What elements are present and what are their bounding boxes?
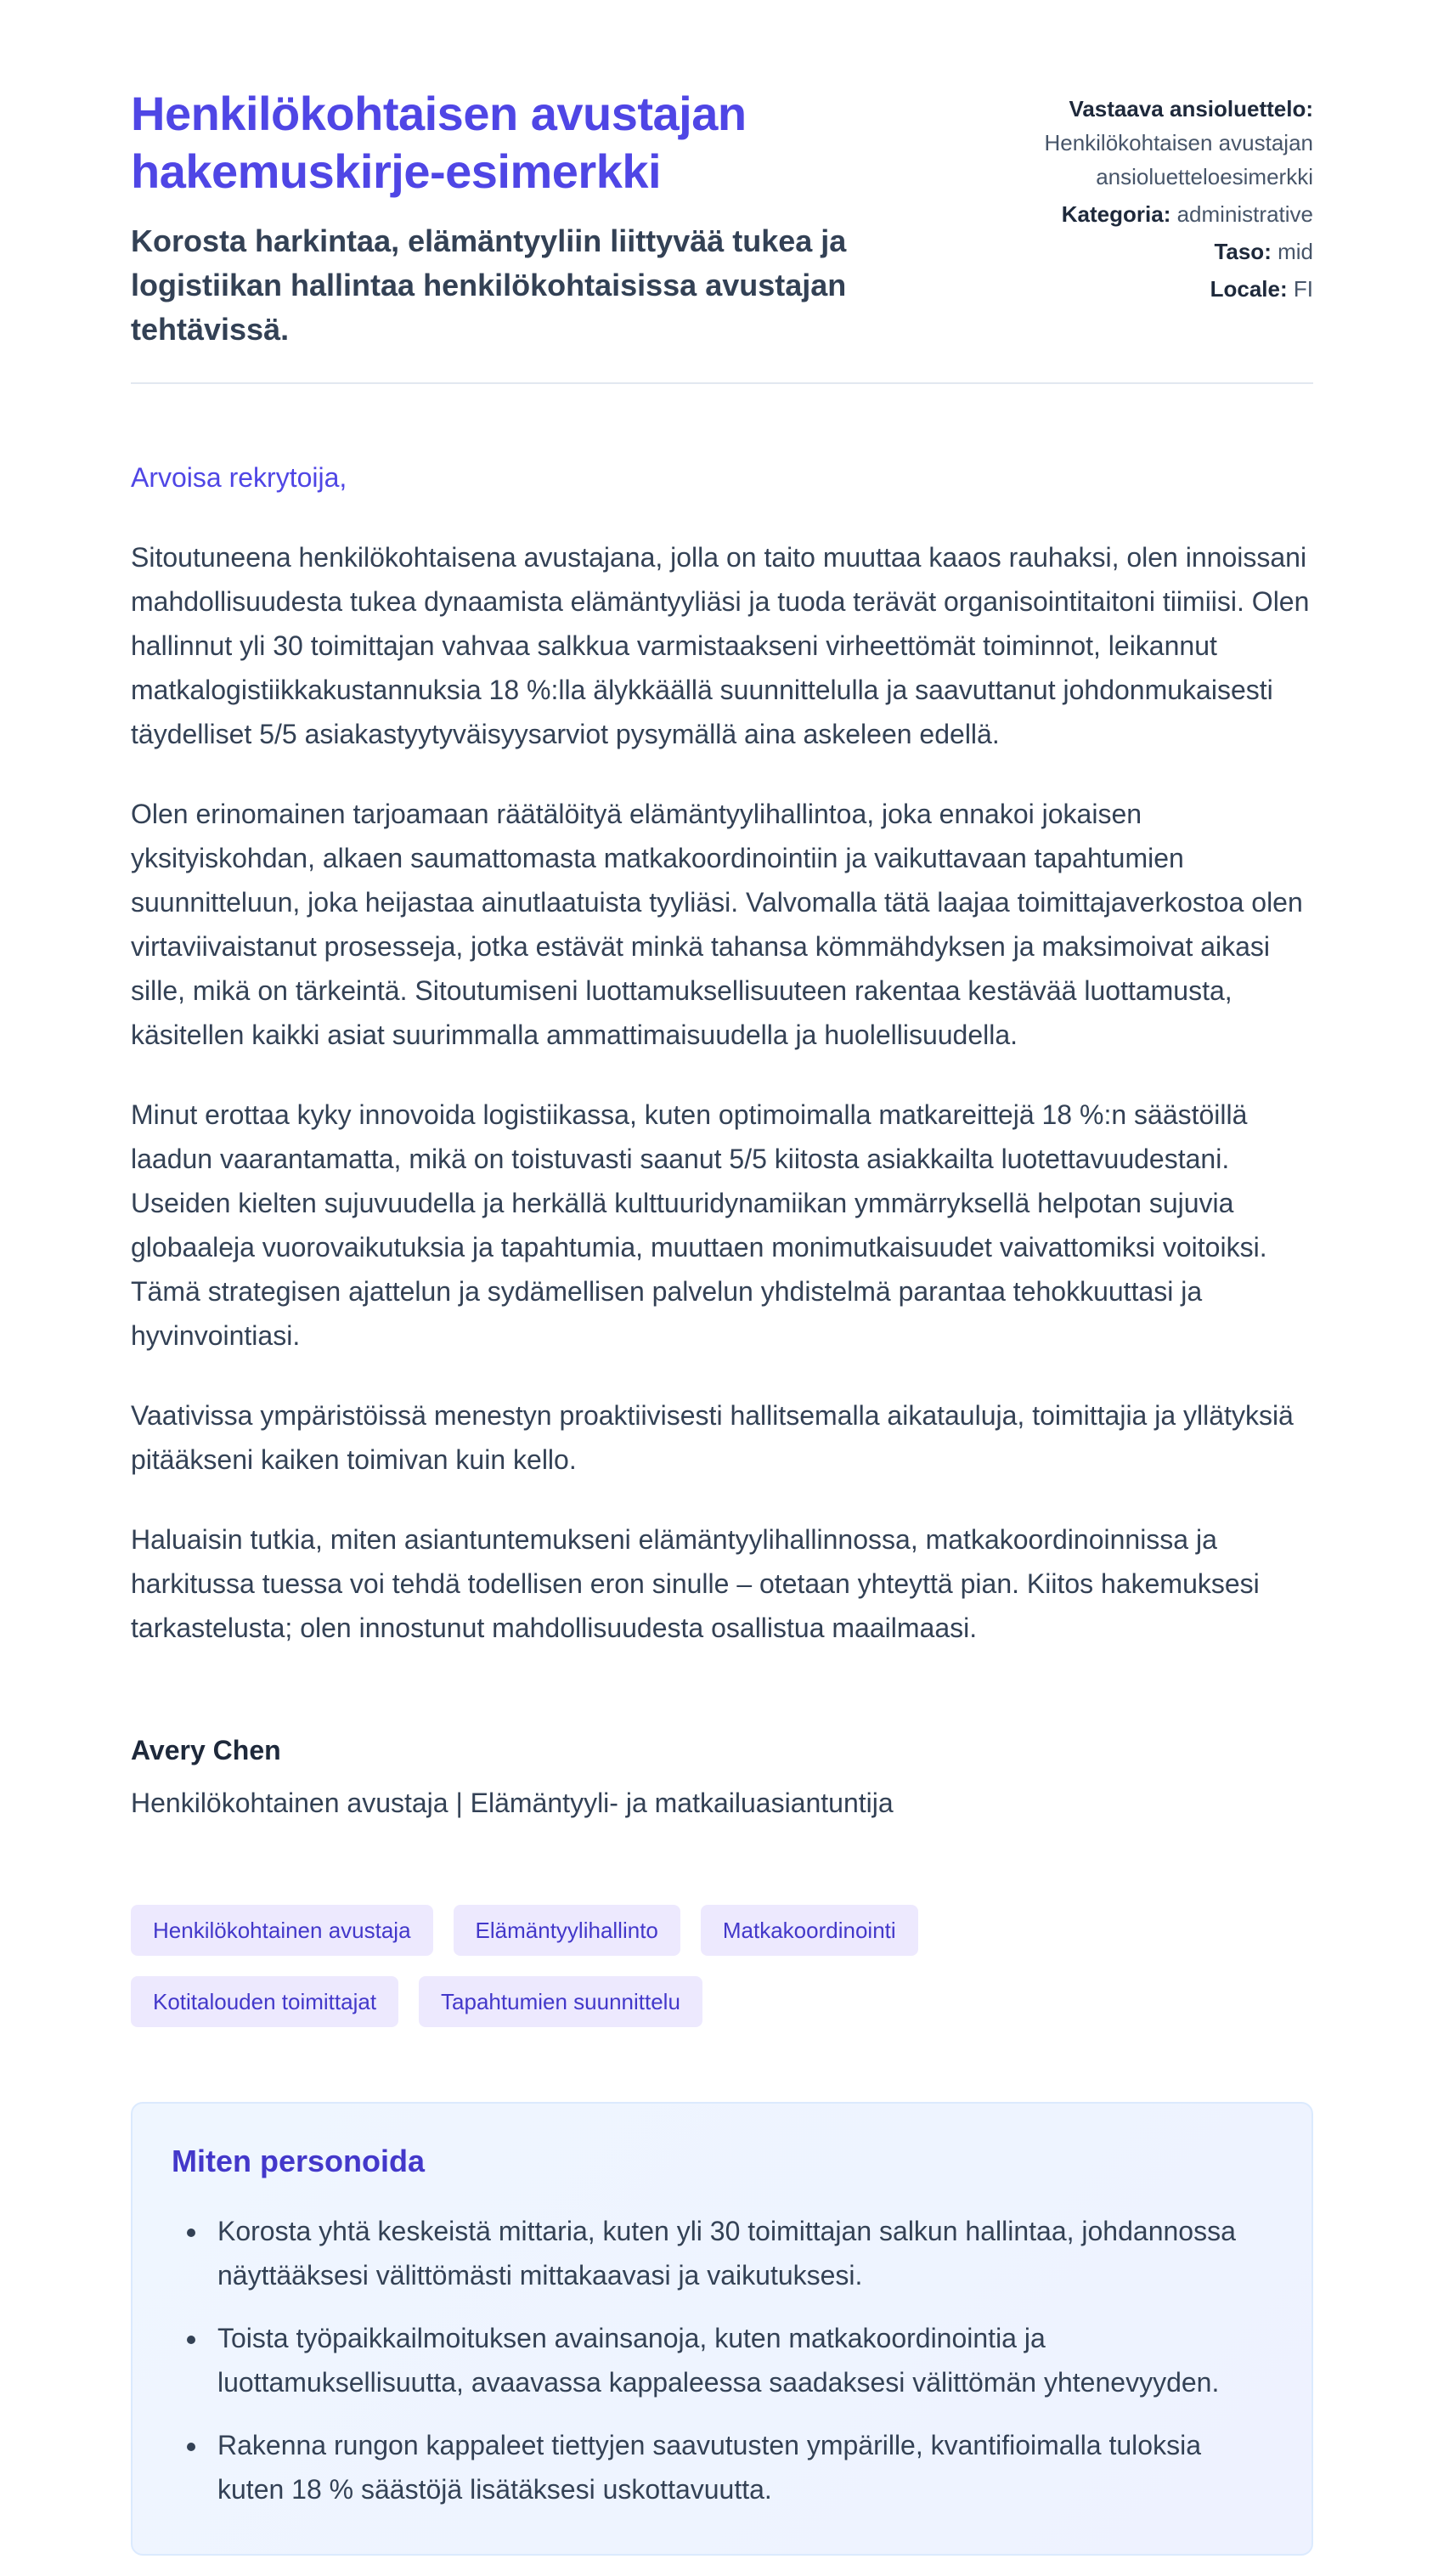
letter-paragraph: Minut erottaa kyky innovoida logistiikassa, kuten optimoimalla matkareittejä 18 %:n säästöillä laadun vaarantamatta, mikä on toistuvasti saanut 5/5 kiitosta asiakkailta luotettavuudestani. Useiden kielten sujuvuudella ja herkällä kulttuuridynamiikan ymmärryksellä helpotan sujuvia globaaleja vuorovaikutuksia ja tapahtumia, muuttaen monimutkaisuudet vaivattomiksi voitoiksi. Tämä strategisen ajattelun ja sydämellisen palvelun yhdistelmä parantaa tehokkuuttasi ja hyvinvointiasi. (131, 1099, 1267, 1351)
callout-bullet: • Toista työpaikkailmoituksen avainsanoja, kuten matkakoordinointia ja luottamuksellisuutta, avaavassa kappaleessa saadaksesi välittömän yhtenevyyden. (209, 2316, 1272, 2404)
personalization-callout (131, 2102, 1313, 2556)
signature-name: Avery Chen (131, 1735, 281, 1765)
header-title-block (131, 85, 887, 352)
page-container (131, 0, 1313, 2556)
cover-letter-body (131, 455, 1313, 1823)
meta-locale-value: FI (1293, 276, 1313, 302)
letter-signature (131, 1730, 1313, 1823)
signature-title: Henkilökohtainen avustaja | Elämäntyyli- ja matkailuasiantuntija (131, 1788, 894, 1818)
meta-level-label: Taso: (1214, 239, 1272, 264)
meta-category-label: Kategoria: (1061, 201, 1171, 227)
callout-bullet: • Rakenna rungon kappaleet tiettyjen saavutusten ympärille, kvantifioimalla tuloksia kuten 18 % säästöjä lisätäksesi uskottavuutta. (209, 2423, 1272, 2511)
page-subtitle: Korosta harkintaa, elämäntyyliin liittyvää tukea ja logistiikan hallintaa henkilökohtaisissa avustajan tehtävissä. (131, 223, 847, 347)
letter-paragraph: Olen erinomainen tarjoamaan räätälöityä elämäntyylihallintoa, joka ennakoi jokaisen yksityiskohdan, alkaen saumattomasta matkakoordinointiin ja vaikuttavaan tapahtumien suunnitteluun, joka heijastaa ainutlaatuista tyyliäsi. Valvomalla tätä laajaa toimittajaverkostoa olen virtaviivaistanut prosesseja, jotka estävät minkä tahansa kömmähdyksen ja maksimoivat aikasi sille, mikä on tärkeintä. Sitoutumiseni luottamuksellisuuteen rakentaa kestävää luottamusta, käsitellen kaikki asiat suurimmalla ammattimaisuudella ja huolellisuudella. (131, 799, 1303, 1050)
tag-chip[interactable]: Matkakoordinointi (701, 1905, 918, 1956)
meta-category-row (948, 197, 1313, 231)
tag-chip[interactable]: Elämäntyylihallinto (454, 1905, 680, 1956)
meta-resume-label: Vastaava ansioluettelo: (1069, 96, 1313, 121)
meta-level-row (948, 234, 1313, 268)
callout-bullet-list (172, 2209, 1272, 2511)
meta-category-value: administrative (1176, 201, 1313, 227)
page-title: Henkilökohtaisen avustajan hakemuskirje-esimerkki (131, 87, 747, 198)
letter-greeting: Arvoisa rekrytoija, (131, 462, 347, 493)
tag-list (131, 1905, 1150, 2027)
meta-panel (948, 85, 1313, 309)
callout-title: Miten personoida (172, 2144, 426, 2178)
letter-paragraph: Vaativissa ympäristöissä menestyn proaktiivisesti hallitsemalla aikatauluja, toimittajia ja yllätyksiä pitääkseni kaiken toimivan kuin kello. (131, 1400, 1294, 1475)
meta-locale-row (948, 272, 1313, 306)
header-divider (131, 382, 1313, 384)
letter-paragraph: Haluaisin tutkia, miten asiantuntemukseni elämäntyylihallinnossa, matkakoordinoinnissa ja harkitussa tuessa voi tehdä todellisen eron sinulle – otetaan yhteyttä pian. Kiitos hakemuksesi tarkastelusta; olen innostunut mahdollisuudesta osallistua maailmaasi. (131, 1524, 1260, 1643)
meta-level-value: mid (1278, 239, 1313, 264)
matching-resume-link[interactable]: Henkilökohtaisen avustajan ansioluetteloesimerkki (1044, 130, 1313, 189)
tag-chip[interactable]: Henkilökohtainen avustaja (131, 1905, 433, 1956)
meta-resume-row (948, 92, 1313, 194)
letter-paragraph: Sitoutuneena henkilökohtaisena avustajana, jolla on taito muuttaa kaaos rauhaksi, olen innoissani mahdollisuudesta tukea dynaamista elämäntyyliäsi ja tuoda terävät organisointitaitoni tiimiisi. Olen hallinnut yli 30 toimittajan vahvaa salkkua varmistaakseni virheettömät toiminnot, leikannut matkalogistiikkakustannuksia 18 %:lla älykkäällä suunnittelulla ja saavuttanut johdonmukaisesti täydelliset 5/5 asiakastyytyväisyysarviot pysymällä aina askeleen edellä. (131, 542, 1310, 749)
callout-bullet: • Korosta yhtä keskeistä mittaria, kuten yli 30 toimittajan salkun hallintaa, johdannossa näyttääksesi välittömästi mittakaavasi ja vaikutuksesi. (209, 2209, 1272, 2297)
meta-locale-label: Locale: (1210, 276, 1288, 302)
tag-chip[interactable]: Kotitalouden toimittajat (131, 1976, 398, 2027)
tag-chip[interactable]: Tapahtumien suunnittelu (419, 1976, 702, 2027)
page-header (131, 85, 1313, 352)
